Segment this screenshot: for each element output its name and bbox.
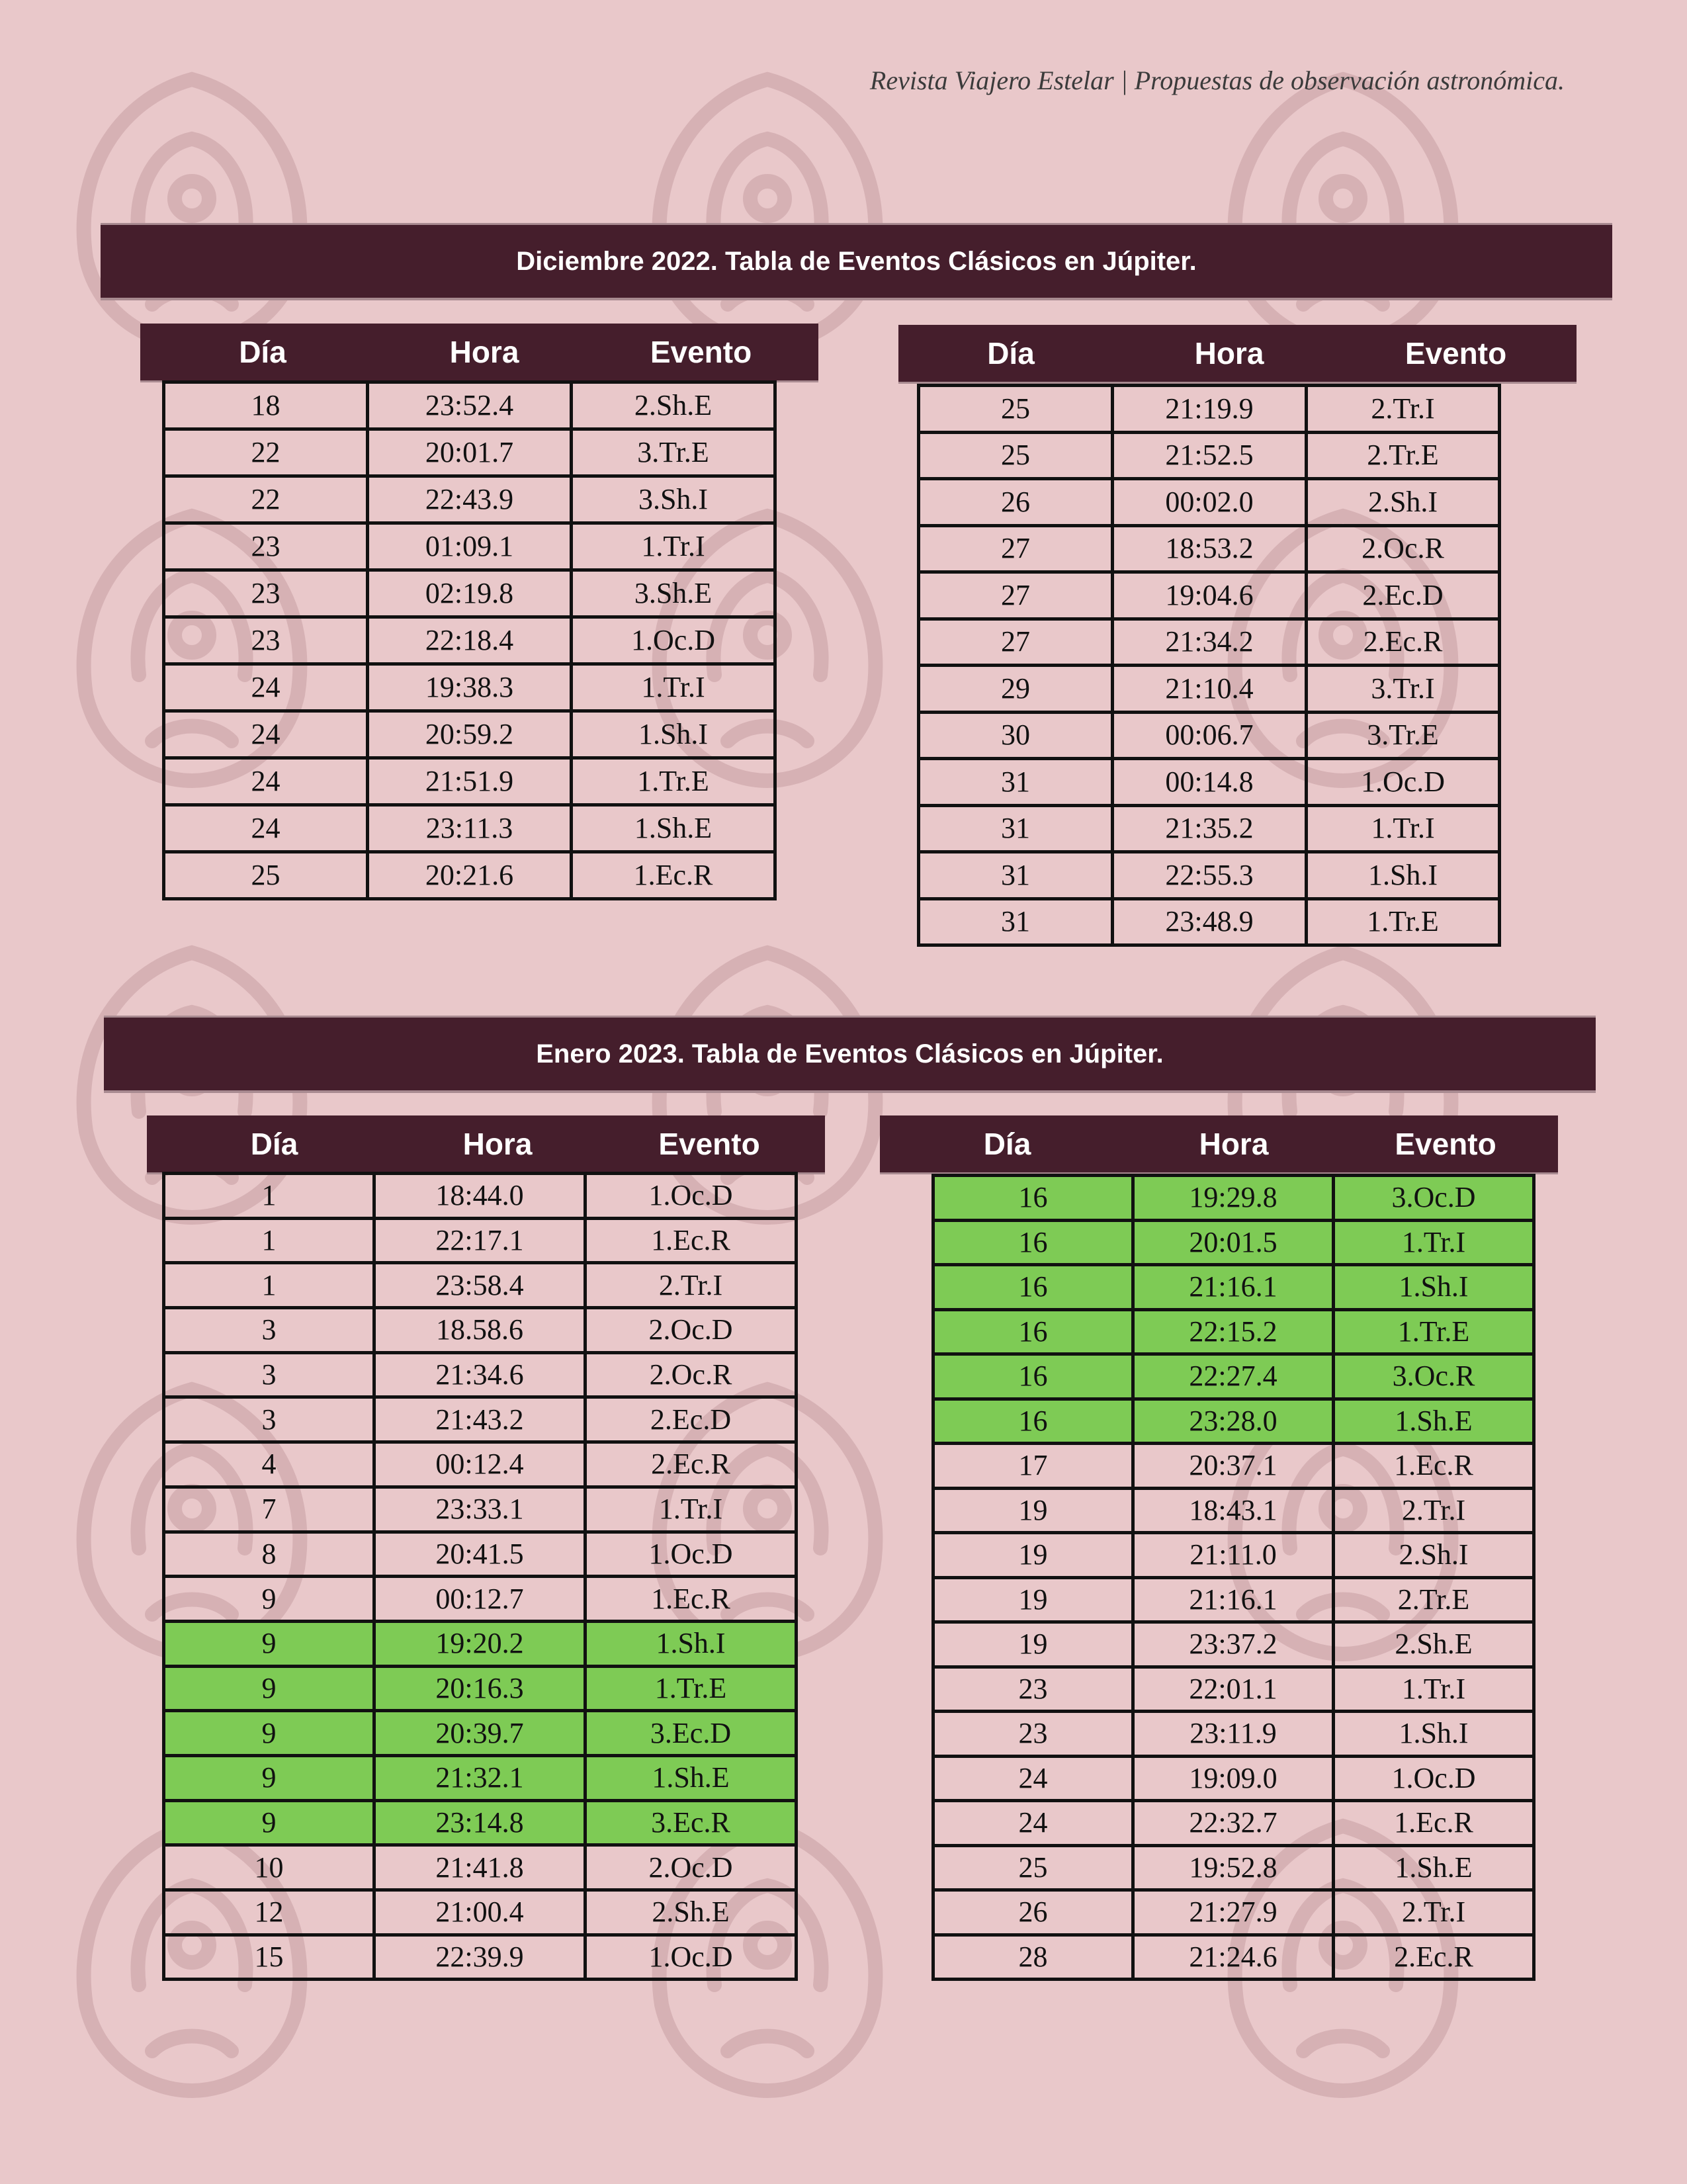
cell-dia: 22 bbox=[164, 476, 368, 523]
cell-dia: 31 bbox=[919, 852, 1113, 899]
cell-dia: 15 bbox=[164, 1935, 374, 1980]
cell-hora: 23:11.9 bbox=[1133, 1712, 1334, 1757]
table-row bbox=[933, 1712, 1534, 1757]
column-evento: Evento bbox=[658, 1127, 760, 1161]
cell-hora: 23:11.3 bbox=[368, 805, 572, 852]
cell-evento: 3.Tr.I bbox=[1307, 666, 1500, 713]
column-hora: Hora bbox=[449, 335, 519, 369]
table-row bbox=[933, 1176, 1534, 1221]
cell-evento: 2.Tr.E bbox=[1307, 432, 1500, 479]
table-row bbox=[919, 432, 1500, 479]
cell-evento: 2.Sh.I bbox=[1334, 1533, 1534, 1578]
cell-evento: 2.Ec.R bbox=[1334, 1935, 1534, 1980]
cell-evento: 1.Tr.I bbox=[572, 664, 775, 711]
cell-evento: 3.Tr.E bbox=[572, 429, 775, 476]
december-right-table bbox=[917, 384, 1501, 947]
cell-dia: 18 bbox=[164, 382, 368, 429]
cell-hora: 19:04.6 bbox=[1113, 572, 1307, 619]
table-row bbox=[919, 666, 1500, 713]
cell-hora: 02:19.8 bbox=[368, 570, 572, 617]
cell-evento: 2.Ec.D bbox=[1307, 572, 1500, 619]
table-row bbox=[933, 1577, 1534, 1622]
cell-dia: 9 bbox=[164, 1755, 374, 1800]
cell-dia: 10 bbox=[164, 1845, 374, 1890]
table-row bbox=[933, 1622, 1534, 1667]
cell-dia: 16 bbox=[933, 1354, 1133, 1399]
cell-evento: 1.Ec.R bbox=[585, 1577, 797, 1622]
table-row bbox=[164, 852, 775, 899]
cell-evento: 3.Oc.D bbox=[1334, 1176, 1534, 1221]
cell-evento: 2.Tr.I bbox=[1334, 1890, 1534, 1935]
cell-dia: 3 bbox=[164, 1308, 374, 1353]
cell-hora: 23:58.4 bbox=[374, 1263, 585, 1308]
table-row bbox=[164, 1577, 797, 1622]
cell-hora: 21:00.4 bbox=[374, 1890, 585, 1935]
cell-hora: 22:27.4 bbox=[1133, 1354, 1334, 1399]
cell-hora: 20:01.5 bbox=[1133, 1220, 1334, 1265]
cell-evento: 3.Ec.D bbox=[585, 1711, 797, 1756]
cell-dia: 27 bbox=[919, 572, 1113, 619]
cell-hora: 22:18.4 bbox=[368, 617, 572, 664]
cell-hora: 22:32.7 bbox=[1133, 1801, 1334, 1846]
cell-evento: 1.Ec.R bbox=[572, 852, 775, 899]
cell-dia: 16 bbox=[933, 1309, 1133, 1354]
cell-evento: 1.Tr.E bbox=[1307, 898, 1500, 945]
cell-dia: 24 bbox=[164, 711, 368, 758]
page-header: Revista Viajero Estelar | Propuestas de observación astronómica. bbox=[869, 66, 1565, 95]
table-row bbox=[933, 1935, 1534, 1980]
cell-dia: 16 bbox=[933, 1399, 1133, 1444]
table-row bbox=[164, 1263, 797, 1308]
cell-hora: 21:34.6 bbox=[374, 1352, 585, 1397]
cell-evento: 2.Tr.E bbox=[1334, 1577, 1534, 1622]
december-title-banner: Diciembre 2022. Tabla de Eventos Clásicos en Júpiter. bbox=[101, 225, 1612, 298]
cell-evento: 3.Sh.I bbox=[572, 476, 775, 523]
table-row bbox=[933, 1533, 1534, 1578]
cell-dia: 24 bbox=[164, 664, 368, 711]
cell-dia: 9 bbox=[164, 1577, 374, 1622]
cell-dia: 27 bbox=[919, 525, 1113, 572]
cell-hora: 00:14.8 bbox=[1113, 759, 1307, 806]
column-evento: Evento bbox=[1405, 336, 1507, 371]
cell-hora: 19:09.0 bbox=[1133, 1756, 1334, 1801]
cell-hora: 21:11.0 bbox=[1133, 1533, 1334, 1578]
cell-hora: 18:44.0 bbox=[374, 1174, 585, 1219]
cell-hora: 21:34.2 bbox=[1113, 619, 1307, 666]
cell-dia: 19 bbox=[933, 1488, 1133, 1533]
cell-evento: 2.Tr.I bbox=[1307, 386, 1500, 433]
cell-hora: 20:37.1 bbox=[1133, 1444, 1334, 1489]
table-row bbox=[919, 712, 1500, 759]
table-row bbox=[933, 1667, 1534, 1712]
cell-dia: 16 bbox=[933, 1176, 1133, 1221]
cell-evento: 2.Tr.I bbox=[1334, 1488, 1534, 1533]
cell-dia: 23 bbox=[164, 617, 368, 664]
cell-hora: 19:52.8 bbox=[1133, 1845, 1334, 1890]
cell-evento: 1.Tr.E bbox=[585, 1666, 797, 1711]
cell-hora: 23:28.0 bbox=[1133, 1399, 1334, 1444]
cell-evento: 1.Ec.R bbox=[1334, 1801, 1534, 1846]
column-evento: Evento bbox=[650, 335, 752, 369]
cell-hora: 00:12.7 bbox=[374, 1577, 585, 1622]
cell-dia: 4 bbox=[164, 1442, 374, 1487]
table-row bbox=[164, 1666, 797, 1711]
cell-hora: 21:51.9 bbox=[368, 758, 572, 805]
cell-evento: 2.Oc.D bbox=[585, 1845, 797, 1890]
cell-evento: 3.Ec.R bbox=[585, 1800, 797, 1845]
table-row bbox=[164, 1800, 797, 1845]
cell-hora: 20:59.2 bbox=[368, 711, 572, 758]
table-row bbox=[919, 386, 1500, 433]
cell-evento: 1.Tr.I bbox=[1334, 1220, 1534, 1265]
cell-evento: 1.Sh.I bbox=[585, 1621, 797, 1666]
cell-dia: 19 bbox=[933, 1622, 1133, 1667]
cell-evento: 1.Oc.D bbox=[1334, 1756, 1534, 1801]
cell-dia: 16 bbox=[933, 1220, 1133, 1265]
cell-hora: 22:55.3 bbox=[1113, 852, 1307, 899]
cell-evento: 1.Tr.I bbox=[1334, 1667, 1534, 1712]
cell-hora: 20:41.5 bbox=[374, 1532, 585, 1577]
cell-hora: 20:21.6 bbox=[368, 852, 572, 899]
cell-evento: 2.Tr.I bbox=[585, 1263, 797, 1308]
table-row bbox=[164, 617, 775, 664]
cell-hora: 18:43.1 bbox=[1133, 1488, 1334, 1533]
cell-dia: 25 bbox=[164, 852, 368, 899]
cell-hora: 20:16.3 bbox=[374, 1666, 585, 1711]
cell-evento: 1.Oc.D bbox=[572, 617, 775, 664]
cell-dia: 24 bbox=[933, 1801, 1133, 1846]
cell-hora: 21:16.1 bbox=[1133, 1577, 1334, 1622]
table-row bbox=[164, 711, 775, 758]
table-row bbox=[164, 1352, 797, 1397]
cell-dia: 9 bbox=[164, 1621, 374, 1666]
cell-evento: 1.Ec.R bbox=[585, 1218, 797, 1263]
cell-dia: 26 bbox=[933, 1890, 1133, 1935]
cell-hora: 22:43.9 bbox=[368, 476, 572, 523]
cell-dia: 9 bbox=[164, 1800, 374, 1845]
cell-hora: 22:15.2 bbox=[1133, 1309, 1334, 1354]
cell-evento: 1.Oc.D bbox=[1307, 759, 1500, 806]
cell-hora: 22:01.1 bbox=[1133, 1667, 1334, 1712]
table-row bbox=[919, 479, 1500, 526]
cell-hora: 21:27.9 bbox=[1133, 1890, 1334, 1935]
table-row bbox=[933, 1354, 1534, 1399]
cell-evento: 1.Tr.E bbox=[572, 758, 775, 805]
table-row bbox=[933, 1890, 1534, 1935]
cell-evento: 1.Oc.D bbox=[585, 1532, 797, 1577]
cell-dia: 25 bbox=[919, 432, 1113, 479]
table-row bbox=[933, 1220, 1534, 1265]
column-dia: Día bbox=[239, 335, 286, 369]
cell-evento: 3.Tr.E bbox=[1307, 712, 1500, 759]
cell-hora: 22:17.1 bbox=[374, 1218, 585, 1263]
cell-hora: 21:19.9 bbox=[1113, 386, 1307, 433]
cell-hora: 00:02.0 bbox=[1113, 479, 1307, 526]
table-row bbox=[933, 1265, 1534, 1310]
table-row bbox=[919, 852, 1500, 899]
cell-dia: 31 bbox=[919, 805, 1113, 852]
table-row bbox=[164, 1308, 797, 1353]
table-row bbox=[164, 664, 775, 711]
table-row bbox=[933, 1756, 1534, 1801]
cell-dia: 3 bbox=[164, 1397, 374, 1442]
cell-evento: 1.Sh.I bbox=[572, 711, 775, 758]
cell-evento: 1.Sh.E bbox=[572, 805, 775, 852]
cell-evento: 2.Sh.E bbox=[585, 1890, 797, 1935]
cell-dia: 12 bbox=[164, 1890, 374, 1935]
december-right-header bbox=[898, 325, 1577, 382]
cell-hora: 23:33.1 bbox=[374, 1487, 585, 1532]
table-row bbox=[164, 1755, 797, 1800]
cell-hora: 00:12.4 bbox=[374, 1442, 585, 1487]
cell-evento: 2.Ec.D bbox=[585, 1397, 797, 1442]
january-left-table bbox=[162, 1172, 798, 1981]
cell-evento: 2.Sh.E bbox=[572, 382, 775, 429]
cell-evento: 2.Sh.I bbox=[1307, 479, 1500, 526]
january-title-banner: Enero 2023. Tabla de Eventos Clásicos en Júpiter. bbox=[104, 1018, 1596, 1090]
cell-hora: 00:06.7 bbox=[1113, 712, 1307, 759]
cell-evento: 1.Sh.I bbox=[1334, 1712, 1534, 1757]
column-dia: Día bbox=[250, 1127, 298, 1161]
cell-evento: 1.Tr.I bbox=[1307, 805, 1500, 852]
table-row bbox=[933, 1444, 1534, 1489]
table-row bbox=[164, 1890, 797, 1935]
cell-dia: 22 bbox=[164, 429, 368, 476]
cell-dia: 31 bbox=[919, 898, 1113, 945]
cell-dia: 24 bbox=[164, 805, 368, 852]
cell-evento: 1.Oc.D bbox=[585, 1174, 797, 1219]
cell-evento: 3.Sh.E bbox=[572, 570, 775, 617]
table-row bbox=[919, 572, 1500, 619]
table-row bbox=[164, 1397, 797, 1442]
cell-hora: 21:24.6 bbox=[1133, 1935, 1334, 1980]
cell-dia: 3 bbox=[164, 1352, 374, 1397]
cell-hora: 18:53.2 bbox=[1113, 525, 1307, 572]
cell-hora: 21:52.5 bbox=[1113, 432, 1307, 479]
table-row bbox=[164, 1621, 797, 1666]
cell-hora: 18.58.6 bbox=[374, 1308, 585, 1353]
cell-hora: 21:43.2 bbox=[374, 1397, 585, 1442]
cell-evento: 1.Tr.I bbox=[572, 523, 775, 570]
cell-evento: 1.Sh.E bbox=[1334, 1399, 1534, 1444]
cell-dia: 25 bbox=[919, 386, 1113, 433]
table-row bbox=[933, 1845, 1534, 1890]
cell-hora: 23:48.9 bbox=[1113, 898, 1307, 945]
cell-hora: 21:41.8 bbox=[374, 1845, 585, 1890]
table-row bbox=[164, 1711, 797, 1756]
table-row bbox=[164, 1935, 797, 1980]
cell-hora: 19:29.8 bbox=[1133, 1176, 1334, 1221]
cell-hora: 21:32.1 bbox=[374, 1755, 585, 1800]
table-row bbox=[919, 805, 1500, 852]
cell-dia: 30 bbox=[919, 712, 1113, 759]
cell-hora: 23:52.4 bbox=[368, 382, 572, 429]
cell-hora: 22:39.9 bbox=[374, 1935, 585, 1980]
cell-evento: 1.Oc.D bbox=[585, 1935, 797, 1980]
cell-dia: 28 bbox=[933, 1935, 1133, 1980]
table-row bbox=[164, 476, 775, 523]
december-left-table bbox=[162, 380, 777, 900]
december-left-header bbox=[140, 324, 818, 380]
table-row bbox=[164, 1532, 797, 1577]
cell-dia: 17 bbox=[933, 1444, 1133, 1489]
table-row bbox=[919, 898, 1500, 945]
table-row bbox=[164, 805, 775, 852]
cell-dia: 26 bbox=[919, 479, 1113, 526]
table-row bbox=[164, 523, 775, 570]
column-dia: Día bbox=[983, 1127, 1031, 1161]
cell-evento: 1.Ec.R bbox=[1334, 1444, 1534, 1489]
cell-evento: 2.Sh.E bbox=[1334, 1622, 1534, 1667]
table-row bbox=[164, 1845, 797, 1890]
column-hora: Hora bbox=[1194, 336, 1264, 371]
cell-dia: 7 bbox=[164, 1487, 374, 1532]
january-right-table bbox=[931, 1174, 1536, 1981]
cell-dia: 1 bbox=[164, 1174, 374, 1219]
cell-hora: 20:39.7 bbox=[374, 1711, 585, 1756]
table-row bbox=[164, 570, 775, 617]
cell-hora: 20:01.7 bbox=[368, 429, 572, 476]
cell-evento: 2.Oc.R bbox=[1307, 525, 1500, 572]
table-row bbox=[919, 619, 1500, 666]
january-left-header bbox=[147, 1115, 825, 1172]
column-hora: Hora bbox=[1199, 1127, 1269, 1161]
cell-hora: 19:20.2 bbox=[374, 1621, 585, 1666]
column-evento: Evento bbox=[1395, 1127, 1496, 1161]
table-row bbox=[164, 382, 775, 429]
cell-hora: 21:35.2 bbox=[1113, 805, 1307, 852]
cell-evento: 1.Sh.I bbox=[1334, 1265, 1534, 1310]
cell-dia: 1 bbox=[164, 1218, 374, 1263]
cell-hora: 21:16.1 bbox=[1133, 1265, 1334, 1310]
cell-evento: 1.Sh.I bbox=[1307, 852, 1500, 899]
table-row bbox=[164, 1487, 797, 1532]
cell-dia: 24 bbox=[933, 1756, 1133, 1801]
cell-dia: 23 bbox=[164, 570, 368, 617]
january-right-header bbox=[880, 1115, 1558, 1172]
cell-hora: 19:38.3 bbox=[368, 664, 572, 711]
cell-dia: 29 bbox=[919, 666, 1113, 713]
cell-dia: 24 bbox=[164, 758, 368, 805]
table-row bbox=[164, 1218, 797, 1263]
table-row bbox=[164, 429, 775, 476]
cell-dia: 9 bbox=[164, 1711, 374, 1756]
table-row bbox=[933, 1801, 1534, 1846]
cell-evento: 1.Tr.E bbox=[1334, 1309, 1534, 1354]
cell-evento: 2.Oc.D bbox=[585, 1308, 797, 1353]
cell-dia: 8 bbox=[164, 1532, 374, 1577]
cell-evento: 2.Oc.R bbox=[585, 1352, 797, 1397]
column-dia: Día bbox=[987, 336, 1035, 371]
table-row bbox=[919, 525, 1500, 572]
cell-dia: 27 bbox=[919, 619, 1113, 666]
cell-evento: 1.Sh.E bbox=[585, 1755, 797, 1800]
cell-hora: 23:14.8 bbox=[374, 1800, 585, 1845]
cell-dia: 23 bbox=[933, 1712, 1133, 1757]
cell-evento: 1.Tr.I bbox=[585, 1487, 797, 1532]
table-row bbox=[933, 1399, 1534, 1444]
cell-evento: 1.Sh.E bbox=[1334, 1845, 1534, 1890]
cell-dia: 19 bbox=[933, 1577, 1133, 1622]
cell-evento: 2.Ec.R bbox=[1307, 619, 1500, 666]
table-row bbox=[164, 758, 775, 805]
table-row bbox=[164, 1442, 797, 1487]
cell-dia: 1 bbox=[164, 1263, 374, 1308]
column-hora: Hora bbox=[462, 1127, 533, 1161]
cell-dia: 23 bbox=[164, 523, 368, 570]
table-row bbox=[164, 1174, 797, 1219]
cell-evento: 2.Ec.R bbox=[585, 1442, 797, 1487]
table-row bbox=[933, 1309, 1534, 1354]
cell-dia: 16 bbox=[933, 1265, 1133, 1310]
cell-dia: 31 bbox=[919, 759, 1113, 806]
table-row bbox=[933, 1488, 1534, 1533]
cell-hora: 23:37.2 bbox=[1133, 1622, 1334, 1667]
cell-dia: 19 bbox=[933, 1533, 1133, 1578]
cell-dia: 9 bbox=[164, 1666, 374, 1711]
cell-dia: 23 bbox=[933, 1667, 1133, 1712]
table-row bbox=[919, 759, 1500, 806]
cell-hora: 01:09.1 bbox=[368, 523, 572, 570]
cell-evento: 3.Oc.R bbox=[1334, 1354, 1534, 1399]
cell-hora: 21:10.4 bbox=[1113, 666, 1307, 713]
cell-dia: 25 bbox=[933, 1845, 1133, 1890]
